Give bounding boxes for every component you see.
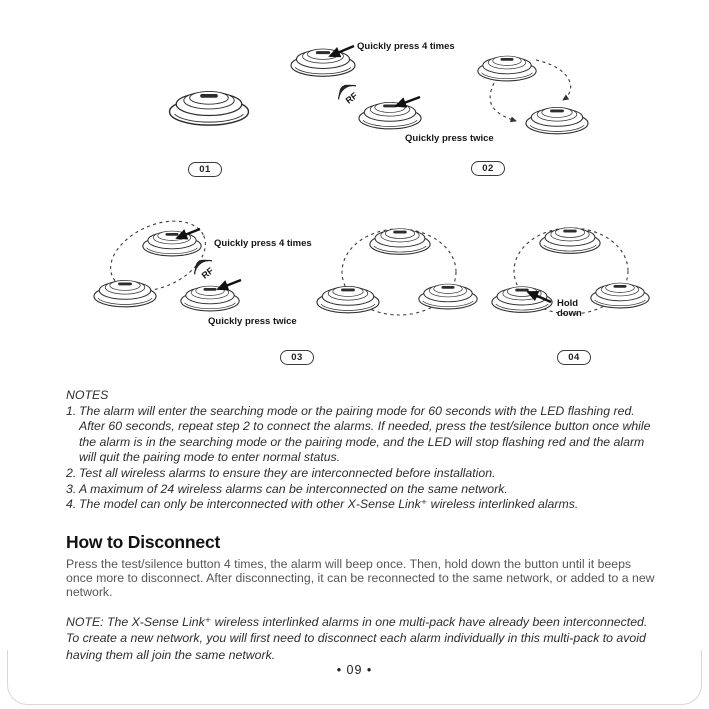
- pairing-arc-right: [536, 60, 571, 100]
- note-number: 4.: [66, 497, 77, 512]
- smoke-alarm-step3-left: [94, 280, 156, 306]
- note-text: Test all wireless alarms to ensure they are interconnected before installation.: [79, 465, 496, 480]
- smoke-alarm-step2-c: [478, 56, 536, 81]
- rf-waves-icon: [334, 80, 363, 109]
- note-text: The alarm will enter the searching mode or the pairing mode for 60 seconds with the LED flashing red. After 60 seconds, repeat step 2 to connect the alarms. If needed, press the test/silence button once while the alarm is in the searching mode or the pairing mode, and the LED will stop flashing red and the alarm will quit the pairing mode to enter normal status.: [79, 403, 651, 465]
- step-badge-01: 01: [188, 162, 222, 177]
- smoke-alarm-step4-right: [591, 283, 649, 308]
- note-item: [66, 466, 658, 482]
- note-item: [66, 497, 658, 513]
- smoke-alarm-net-top: [370, 229, 430, 255]
- smoke-alarm-step2-a: [291, 49, 355, 76]
- disconnect-note: NOTE: The X-Sense Link⁺ wireless interlinked alarms in one multi-pack have already been interconnected. To create a new network, you will first need to disconnect each alarm individually in this multi-pack to avoid having them all join the same network.: [66, 615, 648, 662]
- note-number: 3.: [66, 481, 77, 496]
- note-text: A maximum of 24 wireless alarms can be interconnected on the same network.: [79, 481, 508, 496]
- press-4-times-label: Quickly press 4 times: [214, 238, 312, 249]
- note-number: 1.: [66, 403, 77, 418]
- note-number: 2.: [66, 465, 77, 480]
- note-text: The model can only be interconnected with other X-Sense Link⁺ wireless interlinked alarms.: [79, 497, 579, 512]
- smoke-alarm-step3-top: [143, 231, 201, 256]
- notes-title: NOTES: [66, 388, 109, 402]
- smoke-alarm-step3-mid: [181, 286, 239, 311]
- smoke-alarm-net-left: [317, 286, 379, 312]
- note-item: [66, 404, 658, 466]
- step-badge-04: 04: [557, 350, 591, 365]
- smoke-alarm-step1: [170, 91, 249, 125]
- smoke-alarm-step2-d: [526, 107, 588, 133]
- press-twice-label: Quickly press twice: [405, 133, 494, 144]
- step-badge-02: 02: [471, 161, 505, 176]
- pairing-arc-left: [490, 83, 516, 121]
- press-twice-label: Quickly press twice: [208, 316, 297, 327]
- disconnect-body: Press the test/silence button 4 times, the alarm will beep once. Then, hold down the button until it beeps once more to disconnect. After disconnecting, it can be reconnected to the same network, or added to a new network.: [66, 557, 655, 599]
- notes-section: [66, 388, 658, 513]
- note-item: [66, 482, 658, 498]
- press-arrow-icon: [396, 97, 420, 106]
- smoke-alarm-net-right: [419, 284, 477, 309]
- step-badge-03: 03: [280, 350, 314, 365]
- press-4-times-label: Quickly press 4 times: [357, 41, 455, 52]
- smoke-alarm-step2-b: [359, 102, 421, 128]
- page-number: • 09 •: [336, 663, 373, 677]
- hold-down-label: Hold down: [557, 298, 582, 320]
- section-heading: How to Disconnect: [66, 532, 221, 552]
- smoke-alarm-step4-top: [540, 228, 600, 254]
- press-arrow-icon: [218, 280, 241, 289]
- rf-label: RF: [343, 90, 360, 106]
- rf-waves-icon: [190, 255, 219, 284]
- rf-label: RF: [199, 265, 216, 281]
